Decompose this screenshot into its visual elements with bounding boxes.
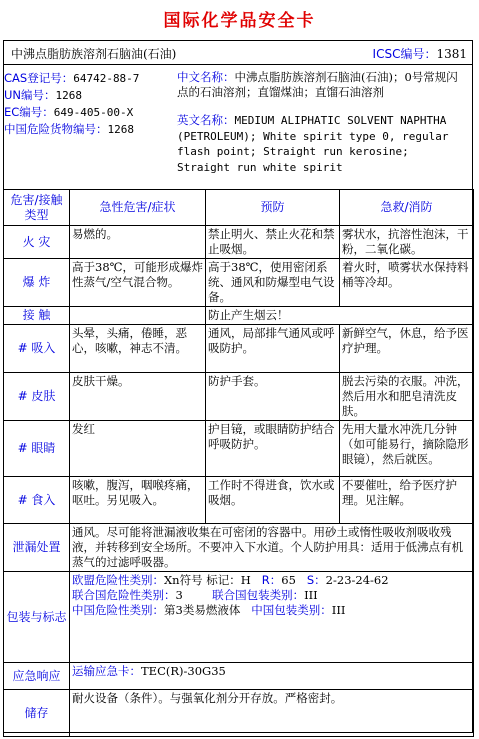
packaging-cell <box>70 572 474 663</box>
row-label-contact: 接 触 <box>4 307 70 325</box>
cell-hazard: 高于38℃，可能形成爆炸性蒸气/空气混合物。 <box>70 259 206 307</box>
cell-hazard: 易燃的。 <box>70 226 206 259</box>
table-row <box>4 373 474 421</box>
storage-text: 耐火设备（条件）。与强氧化剂分开存放。严格密封。 <box>70 690 474 737</box>
cn-classification: 中国危险性类别：第3类易燃液体 中国包装类别：III <box>72 603 346 617</box>
cell-aid: 不要催吐，给予医疗护理。见注解。 <box>340 477 474 524</box>
cell-aid: 着火时，喷雾状水保持料桶等冷却。 <box>340 259 474 307</box>
cell-prevention: 禁止明火、禁止火花和禁止吸烟。 <box>206 226 340 259</box>
table-row <box>4 259 474 307</box>
cell-prevention: 高于38℃，使用密闭系统、通风和防爆型电气设备。 <box>206 259 340 307</box>
cell-contact-note: 防止产生烟云！ <box>206 307 474 325</box>
row-label-skin: # 皮肤 <box>4 373 70 421</box>
cell-hazard: 头晕，头痛，倦睡，恶心，咳嗽，神志不清。 <box>70 325 206 373</box>
english-name: 英文名称：MEDIUM ALIPHATIC SOLVENT NAPHTHA (PETROLEUM); White spirit type 0, regular flash point; Straight run kerosine; Straight run white spirit <box>177 113 449 174</box>
table-row <box>4 524 474 572</box>
icsc-number: ICSC编号：1381 <box>372 47 467 61</box>
header-aid: 急救/消防 <box>340 190 474 226</box>
table-header-row <box>4 190 474 226</box>
row-label-leak: 泄漏处置 <box>4 524 70 572</box>
cell-prevention: 通风，局部排气通风或呼吸防护。 <box>206 325 340 373</box>
cn-dangerous-goods-number: 中国危险货物编号：1268 <box>4 122 134 136</box>
cell-hazard <box>70 307 206 325</box>
table-row <box>4 477 474 524</box>
un-number: UN编号：1268 <box>4 88 83 102</box>
table-row <box>4 663 474 690</box>
hazard-table <box>3 189 474 737</box>
identifier-block <box>4 70 139 138</box>
cell-hazard: 咳嗽，腹泻，咽喉疼痛，呕吐。另见吸入。 <box>70 477 206 524</box>
header-prevention: 预防 <box>206 190 340 226</box>
table-row <box>4 690 474 737</box>
row-label-packaging: 包装与标志 <box>4 572 70 663</box>
header-hazard: 急性危害/症状 <box>70 190 206 226</box>
card-title: 国际化学品安全卡 <box>163 11 316 31</box>
cell-aid: 脱去污染的衣服。冲洗，然后用水和肥皂清洗皮肤。 <box>340 373 474 421</box>
chinese-name: 中文名称：中沸点脂肪族溶剂石脑油(石油)；0号常规闪点的石油溶剂；直馏煤油；直馏石油溶剂 <box>177 70 458 99</box>
row-label-emergency: 应急响应 <box>4 663 70 690</box>
table-row <box>4 226 474 259</box>
cell-prevention: 防护手套。 <box>206 373 340 421</box>
row-label-fire: 火 灾 <box>4 226 70 259</box>
row-label-eyes: # 眼睛 <box>4 421 70 477</box>
eu-classification: 欧盟危险性类别：Xn符号 标记：H R：65 S：2-23-24-62 <box>72 573 389 587</box>
cell-aid: 先用大量水冲洗几分钟（如可能易行，摘除隐形眼镜），然后就医。 <box>340 421 474 477</box>
cell-prevention: 护目镜，或眼睛防护结合呼吸防护。 <box>206 421 340 477</box>
names-block <box>177 70 467 189</box>
row-label-inhalation: # 吸入 <box>4 325 70 373</box>
ec-number: EC编号：649-405-00-X <box>4 105 134 119</box>
table-row <box>4 325 474 373</box>
row-label-explosion: 爆 炸 <box>4 259 70 307</box>
cell-aid: 新鲜空气，休息，给予医疗护理。 <box>340 325 474 373</box>
chemical-name: 中沸点脂肪族溶剂石脑油(石油) <box>11 47 177 61</box>
card-header <box>3 40 473 65</box>
header-type: 危害/接触类型 <box>4 190 70 226</box>
emergency-cell: 运输应急卡：TEC(R)-30G35 <box>70 663 474 690</box>
table-row <box>4 421 474 477</box>
leak-procedure: 通风。尽可能将泄漏液收集在可密闭的容器中。用砂土或惰性吸收剂吸收残液，并转移到安全场所。不要冲入下水道。个人防护用具：适用于低沸点有机蒸气的过滤呼吸器。 <box>70 524 474 572</box>
cell-aid: 雾状水，抗溶性泡沫，干粉，二氧化碳。 <box>340 226 474 259</box>
table-row <box>4 572 474 663</box>
cell-prevention: 工作时不得进食，饮水或吸烟。 <box>206 477 340 524</box>
table-row <box>4 307 474 325</box>
un-classification: 联合国危险性类别：3 联合国包装类别：III <box>72 588 318 602</box>
cell-hazard: 皮肤干燥。 <box>70 373 206 421</box>
cas-number: CAS登记号：64742-88-7 <box>4 71 140 85</box>
row-label-ingestion: # 食入 <box>4 477 70 524</box>
row-label-storage: 储存 <box>4 690 70 737</box>
cell-hazard: 发红 <box>70 421 206 477</box>
